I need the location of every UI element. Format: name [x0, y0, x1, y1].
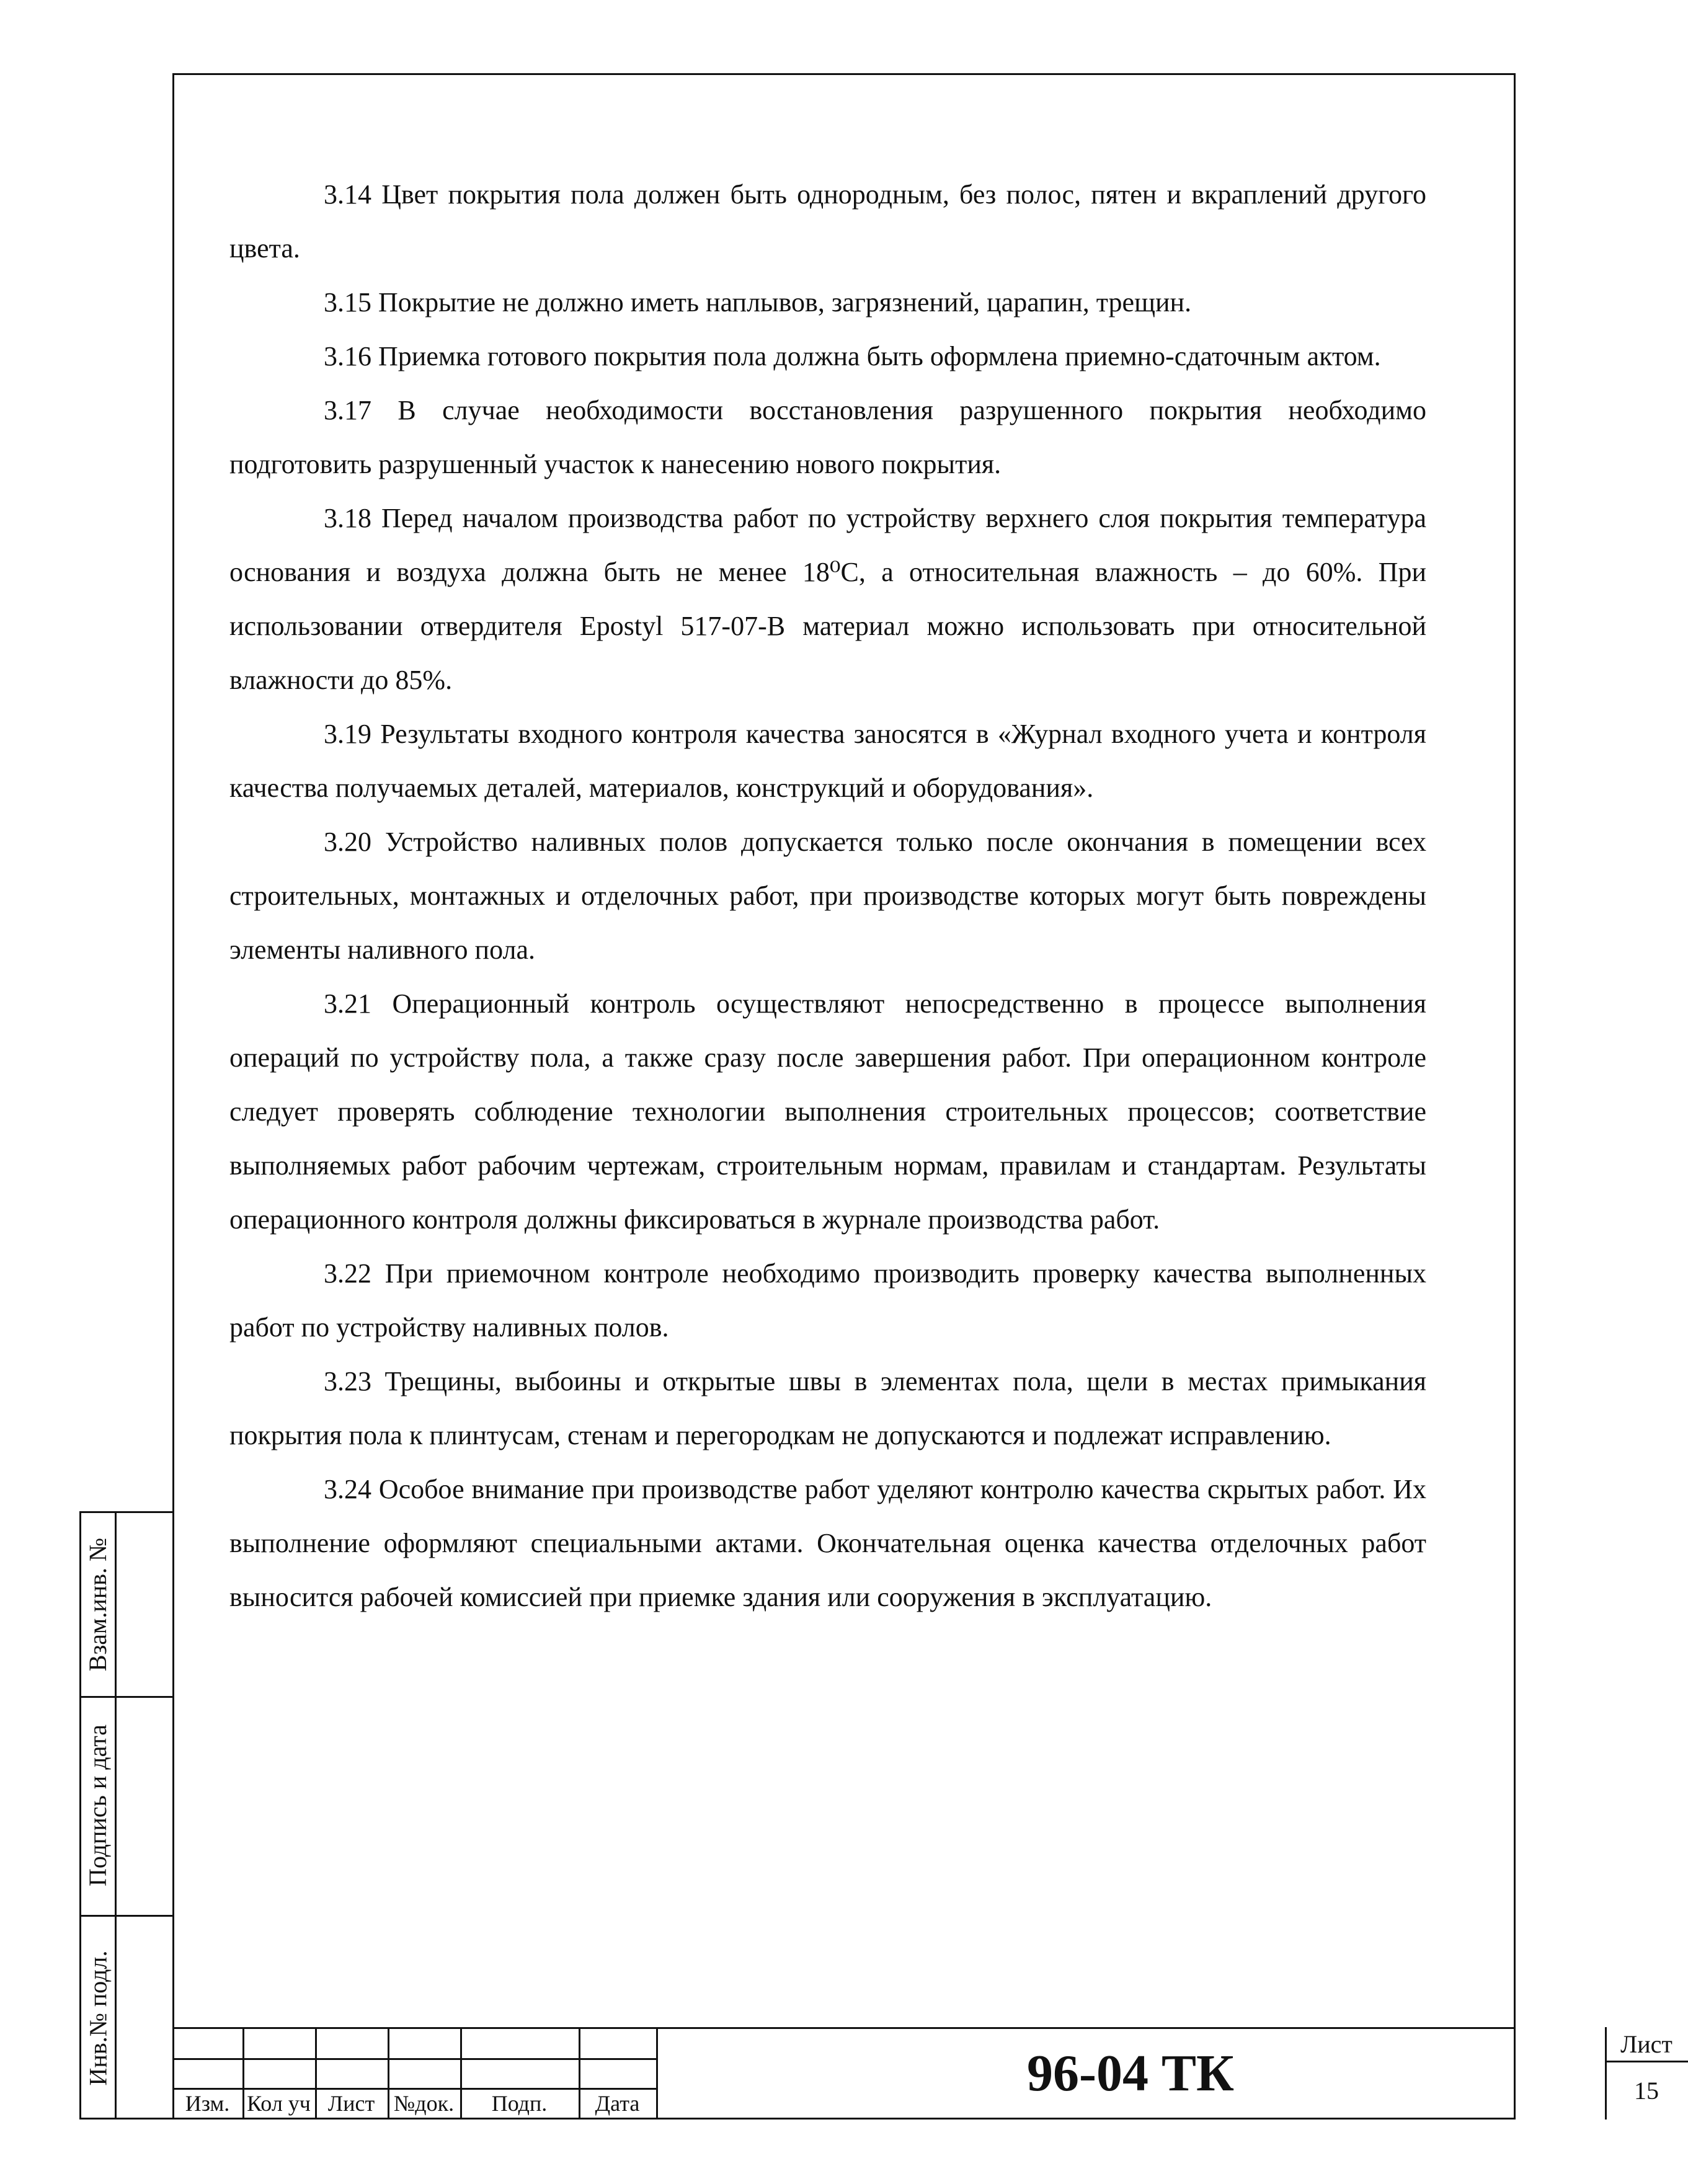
paragraph-3-23: 3.23 Трещины, выбоины и открытые швы в элементах пола, щели в местах примыкания покрытия пола к плинтусам, стенам и перегородкам не допускаются и подлежат исправлению. [229, 1366, 1426, 1450]
paragraph-3-21: 3.21 Операционный контроль осуществляют непосредственно в процессе выполнения операций по устройству пола, а также сразу после завершения работ. При операционном контроле следует проверять соблюдение технологии выполнения строительных процессов; соответствие выполняемых работ рабочим чертежам, строительным нормам, правилам и стандартам. Результаты операционного контроля должны фиксироваться в журнале производства работ. [229, 988, 1426, 1235]
paragraph-3-18: 3.18 Перед началом производства работ по устройству верхнего слоя покрытия температура основания и воздуха должна быть не менее 18⁰С, а относительная влажность – до 60%. При использовании отвердителя Epostyl 517-07-B материал можно использовать при относительной влажности до 85%. [229, 503, 1426, 695]
column-label-signature: Подп. [491, 2091, 548, 2116]
side-stamp-divider [115, 1513, 117, 2118]
column-label-date: Дата [595, 2091, 640, 2116]
column-label-change: Изм. [185, 2091, 230, 2116]
side-stamp-interchange-cell [81, 1513, 115, 1696]
paragraph-3-24: 3.24 Особое внимание при производстве работ уделяют контролю качества скрытых работ. Их выполнение оформляют специальными актами. Окончательная оценка качества отделочных работ выносится рабочей комиссией при приемке здания или сооружения в эксплуатацию. [229, 1474, 1426, 1612]
title-block-row-line [172, 2058, 656, 2060]
side-stamp-original-label: Инв.№ подл. [84, 1950, 112, 2086]
side-stamp-signature-cell [81, 1696, 115, 1915]
sheet-number: 15 [1634, 2077, 1659, 2105]
paragraph-3-17: 3.17 В случае необходимости восстановления разрушенного покрытия необходимо подготовить разрушенный участок к нанесению нового покрытия. [229, 395, 1426, 479]
column-label-count: Кол уч [247, 2091, 311, 2116]
paragraph-3-15: 3.15 Покрытие не должно иметь наплывов, загрязнений, царапин, трещин. [324, 287, 1192, 317]
side-stamp-signature-label: Подпись и дата [84, 1724, 112, 1887]
document-code: 96-04 ТК [1027, 2044, 1234, 2102]
column-label-doc-no: №док. [393, 2091, 455, 2116]
side-stamp-original-cell [81, 1915, 115, 2121]
paragraph-3-16: 3.16 Приемка готового покрытия пола должна быть оформлена приемно-сдаточным актом. [324, 341, 1381, 371]
paragraph-3-19: 3.19 Результаты входного контроля качества заносятся в «Журнал входного учета и контроля качества получаемых деталей, материалов, конструкций и оборудования». [229, 719, 1426, 803]
side-stamp [79, 1511, 172, 2120]
paragraph-3-14: 3.14 Цвет покрытия пола должен быть однородным, без полос, пятен и вкраплений другого цвета. [229, 179, 1426, 264]
document-body [229, 167, 1426, 1624]
sheet-label: Лист [1620, 2030, 1672, 2058]
title-block [172, 2027, 1672, 2120]
paragraph-3-22: 3.22 При приемочном контроле необходимо производить проверку качества выполненных работ по устройству наливных полов. [229, 1258, 1426, 1343]
paragraph-3-20: 3.20 Устройство наливных полов допускается только после окончания в помещении всех строительных, монтажных и отделочных работ, при производстве которых могут быть повреждены элементы наливного пола. [229, 827, 1426, 965]
column-label-sheet: Лист [327, 2091, 375, 2116]
side-stamp-interchange-label: Взам.инв. № [84, 1537, 112, 1672]
